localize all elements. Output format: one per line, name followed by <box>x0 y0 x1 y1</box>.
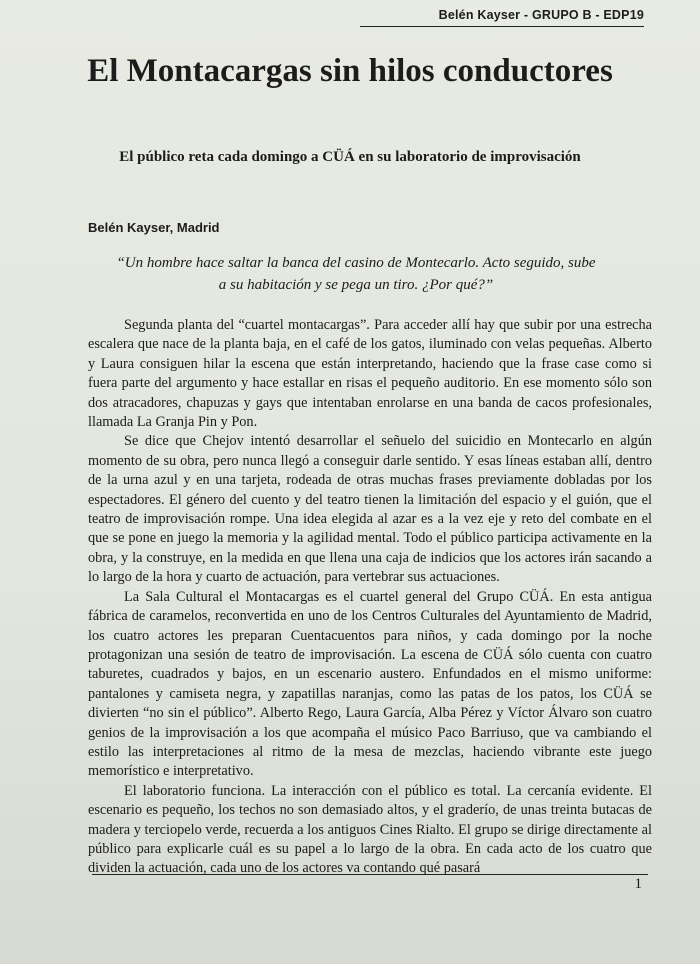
page-number: 1 <box>634 876 642 892</box>
footer-rule <box>92 874 648 875</box>
paragraph: Segunda planta del “cuartel montacargas”. Para acceder allí hay que subir por una estrecha escalera que nace de la planta baja, en el café de los gatos, iluminado con velas pequeñas. Alberto y Laura consiguen hilar la escena que están interpretando, haciendo que la frase case como si fuera parte del argumento y hace estallar en risas el pequeño auditorio. En ese momento sólo son dos atracadores, chapuzas y gays que intentaban enrolarse en una banda de cacos profesionales, llamada La Granja Pin y Pon. <box>88 317 652 431</box>
running-header: Belén Kayser - GRUPO B - EDP19 <box>438 8 644 22</box>
article-subtitle: El público reta cada domingo a CÜÁ en su laboratorio de improvisación <box>119 149 581 165</box>
lead-quote: “Un hombre hace saltar la banca del casino de Montecarlo. Acto seguido, sube a su habitación y se pega un tiro. ¿Por qué?” <box>116 255 596 293</box>
paragraph: El laboratorio funciona. La interacción con el público es total. La cercanía evidente. El escenario es pequeño, los techos no son demasiado altos, y el graderío, de unas treinta butacas de madera y terciopelo verde, recuerda a los antiguos Cines Rialto. El grupo se dirige directamente al público para explicarle cuál es su papel a lo largo de la obra. En cada acto de los cuatro que dividen la actuación, cada uno de los actores va contando qué pasará <box>88 782 652 877</box>
article-body <box>88 316 652 879</box>
author-byline: Belén Kayser, Madrid <box>88 220 220 235</box>
header-rule <box>360 26 644 27</box>
paragraph: Se dice que Chejov intentó desarrollar el señuelo del suicidio en Montecarlo en algún momento de su obra, pero nunca llegó a conseguir darle sentido. Y esas líneas estaban allí, dentro de la urna azul y en una tarjeta, rodeada de otras muchas frases previamente dobladas por los espectadores. El género del cuento y del teatro tienen la limitación del espacio y el guión, que el teatro de improvisación rompe. Una idea elegida al azar es a la vez eje y reto del combate en el que se pone en juego la memoria y la agilidad mental. Todo el público participa activamente en la obra, y la construye, en la medida en que llena una caja de indicios que los actores irán sacando a lo largo de la hora y cuarto de actuación, para vertebrar sus actuaciones. <box>88 433 652 586</box>
article-title: El Montacargas sin hilos conductores <box>87 53 613 89</box>
paragraph: La Sala Cultural el Montacargas es el cuartel general del Grupo CÜÁ. En esta antigua fábrica de caramelos, reconvertida en uno de los Centros Culturales del Ayuntamiento de Madrid, los cuatro actores les preparan Cuentacuentos para niños, y cada domingo por la noche protagonizan una sesión de teatro de improvisación. La escena de CÜÁ sólo cuenta con cuatro taburetes, cuadrados y bajos, en un escenario austero. Enfundados en el mismo uniforme: pantalones y camiseta negra, y zapatillas naranjas, como las patas de los patos, los CÜÁ se divierten “no sin el público”. Alberto Rego, Laura García, Alba Pérez y Víctor Álvaro son cuatro genios de la improvisación a los que acompaña el músico Paco Barriuso, que va cambiando el estilo las interpretaciones al ritmo de la mesa de mezclas, haciendo vibrante este juego memorístico e interpretativo. <box>88 588 652 780</box>
